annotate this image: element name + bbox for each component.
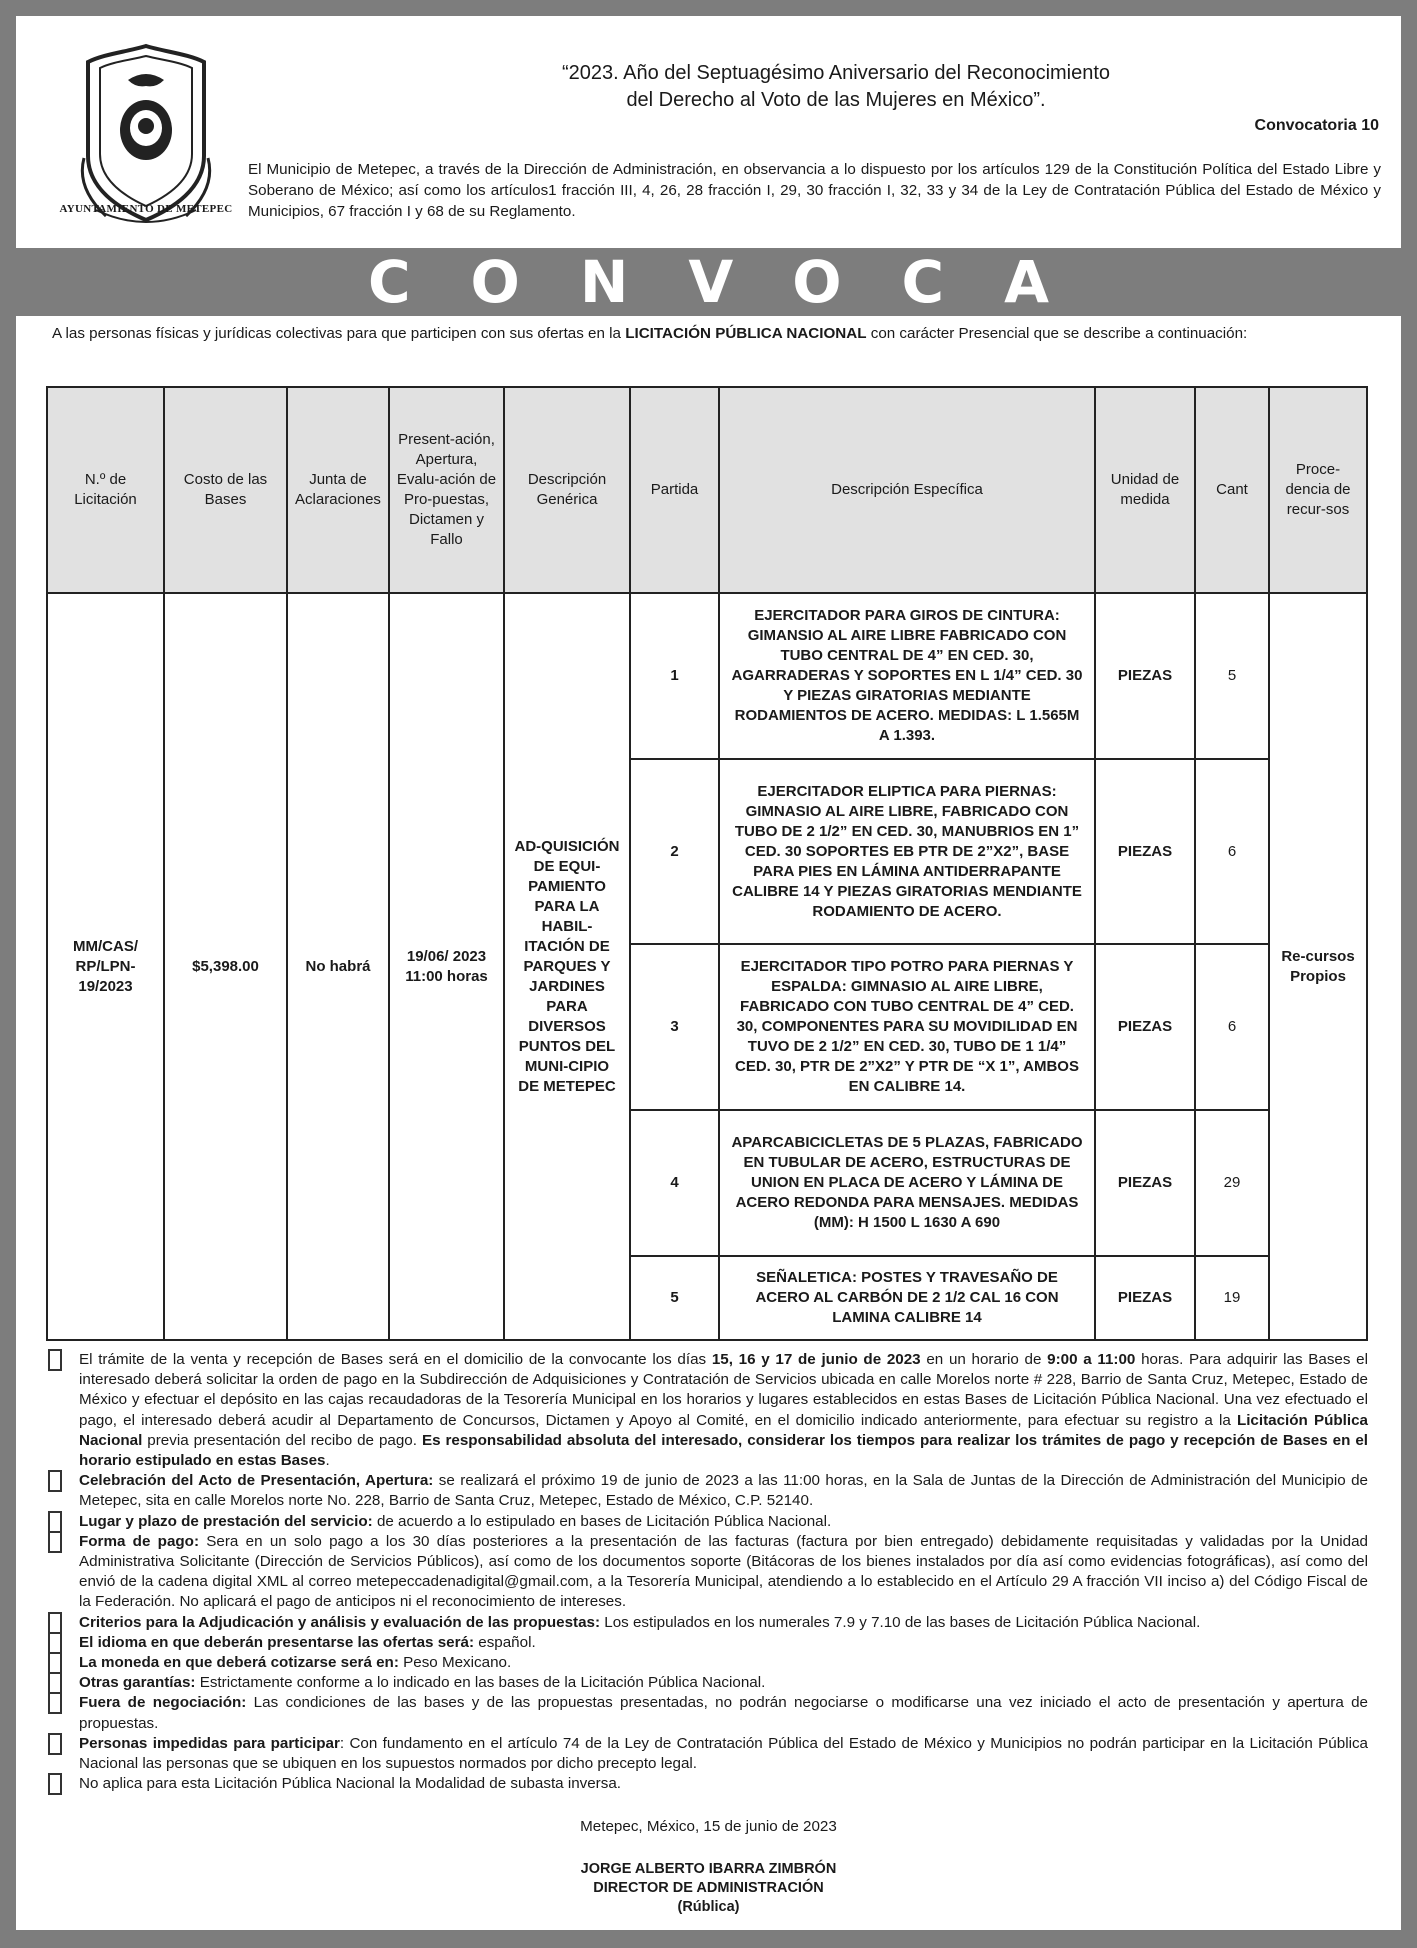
note-item <box>46 1693 1368 1733</box>
cell-procedencia: Re-cursos Propios <box>1269 593 1367 1340</box>
notes-list <box>46 1350 1368 1794</box>
note-text: La moneda en que deberá cotizarse será en: <box>79 1654 399 1672</box>
note-item <box>46 1774 1368 1794</box>
note-text: Licitación Pública Nacional <box>79 1411 1369 1449</box>
signer-position: DIRECTOR DE ADMINISTRACIÓN <box>593 1880 824 1896</box>
note-text: No aplica para esta Licitación Pública Nacional la Modalidad de subasta inversa. <box>79 1775 622 1793</box>
note-item <box>46 1532 1368 1613</box>
note-text: Celebración del Acto de Presentación, Apertura: <box>79 1472 434 1490</box>
cell-cant: 5 <box>1195 593 1269 759</box>
checkbox-icon <box>48 1652 62 1674</box>
cell-unidad: PIEZAS <box>1095 944 1195 1110</box>
lead-bold: LICITACIÓN PÚBLICA NACIONAL <box>625 325 867 342</box>
header-partida: Partida <box>630 387 719 593</box>
signature-note: (Rública) <box>677 1899 740 1915</box>
lead-paragraph <box>52 324 1382 344</box>
intro-paragraph: El Municipio de Metepec, a través de la Dirección de Administración, en observancia a lo dispuesto por los artículos 129 de la Constitución Política del Estado Libre y Soberano de México; así como los artículos1 fracción III, 4, 26, 28 fracción I, 29, 30 fracción I, 32, 33 y 34 de la Ley de Contratación Pública del Estado de México y Municipios, 67 fracción I y 68 de su Reglamento. <box>248 161 1381 220</box>
note-text: Los estipulados en los numerales 7.9 y 7.10 de las bases de Licitación Pública Nacional. <box>600 1613 1201 1631</box>
convocatoria-number: Convocatoria 10 <box>1254 117 1379 134</box>
note-text: español. <box>474 1633 536 1651</box>
checkbox-icon <box>48 1672 62 1694</box>
checkbox-icon <box>48 1632 62 1654</box>
header-presentacion: Present-ación, Apertura, Evalu-ación de Pro-puestas, Dictamen y Fallo <box>389 387 504 593</box>
cell-unidad: PIEZAS <box>1095 1256 1195 1340</box>
cell-descripcion: EJERCITADOR ELIPTICA PARA PIERNAS: GIMNASIO AL AIRE LIBRE, FABRICADO CON TUBO DE 2 1/2” EN CED. 30, MANUBRIOS EN 1” CED. 30 SOPORTES EB PTR DE 2”X2”, BASE PARA PIES EN LÁMINA ANTIDERRAPANTE CALIBRE 14 Y PIEZAS GIRATORIAS MENDIANTE RODAMIENTO DE ACERO. <box>719 759 1095 944</box>
note-text: : Con fundamento en el artículo 74 de la Ley de Contratación Pública del Estado de México y Municipios no podrán participar en la Licitación Pública Nacional las personas que se ubiquen en los supuestos normados por dicho precepto legal. <box>79 1734 1368 1773</box>
note-text: El idioma en que deberán presentarse las ofertas será: <box>79 1633 475 1651</box>
cell-unidad: PIEZAS <box>1095 1110 1195 1256</box>
note-text: horas. Para adquirir las Bases el interesado deberá solicitar la orden de pago en la Subdirección de Adquisiciones y Contratación de Servicios ubicada en calle Morelos norte # 228, Barrio de Santa Cruz, Metepec, Estado de México y efectuar el depósito en las cajas recaudadoras de la Tesorería Municipal en los horarios y lugares establecidos en estas Bases de Licitación Pública Nacional. Una vez efectuado el pago, el interesado deberá acudir al Departamento de Concursos, Dictamen y Apoyo al Comité, en el domicilio indicado anteriormente, para efectuar su registro a la <box>79 1351 1368 1429</box>
cell-partida: 3 <box>630 944 719 1110</box>
note-text: 15, 16 y 17 de junio de 2023 <box>711 1351 921 1368</box>
signature-block <box>16 1860 1401 1917</box>
checkbox-icon <box>48 1773 62 1795</box>
cell-descripcion: APARCABICICLETAS DE 5 PLAZAS, FABRICADO EN TUBULAR DE ACERO, ESTRUCTURAS DE UNION EN PLACA DE ACERO Y LÁMINA DE ACERO REDONDA PARA MENSAJES. MEDIDAS (MM): H 1500 L 1630 A 690 <box>719 1110 1095 1256</box>
header-cant: Cant <box>1195 387 1269 593</box>
checkbox-icon <box>48 1349 62 1371</box>
cell-partida: 1 <box>630 593 719 759</box>
header-num-licitacion: N.º de Licitación <box>47 387 164 593</box>
note-text: Criterios para la Adjudicación y análisis y evaluación de las propuestas: <box>79 1613 601 1631</box>
header-panel <box>16 16 1401 248</box>
cell-descripcion-generica: AD-QUISICIÓN DE EQUI-PAMIENTO PARA LA HABIL-ITACIÓN DE PARQUES Y JARDINES PARA DIVERSOS PUNTOS DEL MUNI-CIPIO DE METEPEC <box>504 593 630 1340</box>
note-text: 9:00 a 11:00 <box>1047 1351 1136 1368</box>
note-text: Estrictamente conforme a lo indicado en las bases de la Licitación Pública Nacional. <box>195 1674 766 1692</box>
note-text: Peso Mexicano. <box>398 1654 512 1672</box>
lead-text-1: A las personas físicas y jurídicas colectivas para que participen con sus ofertas en la <box>52 325 626 342</box>
signer-name: JORGE ALBERTO IBARRA ZIMBRÓN <box>580 1861 837 1877</box>
header-descripcion-especifica: Descripción Específica <box>719 387 1095 593</box>
page-title: CONVOCA <box>367 248 1110 316</box>
place-date: Metepec, México, 15 de junio de 2023 <box>580 1818 837 1835</box>
checkbox-icon <box>48 1470 62 1492</box>
note-text: El trámite de la venta y recepción de Bases será en el domicilio de la convocante los días <box>79 1351 712 1368</box>
cell-cant: 29 <box>1195 1110 1269 1256</box>
note-text: previa presentación del recibo de pago. <box>142 1431 422 1449</box>
note-item <box>46 1633 1368 1653</box>
checkbox-icon <box>48 1511 62 1533</box>
note-item <box>46 1613 1368 1633</box>
note-item <box>46 1673 1368 1693</box>
cell-partida: 2 <box>630 759 719 944</box>
lead-text-2: con carácter Presencial que se describe a continuación: <box>866 325 1248 342</box>
cell-cant: 6 <box>1195 759 1269 944</box>
note-text: Fuera de negociación: <box>79 1694 247 1712</box>
cell-descripcion: EJERCITADOR PARA GIROS DE CINTURA: GIMANSIO AL AIRE LIBRE FABRICADO CON TUBO CENTRAL DE 4” EN CED. 30, AGARRADERAS Y SOPORTES EN L 1/4” CED. 30 Y PIEZAS GIRATORIAS MEDIANTE RODAMIENTOS DE ACERO. MEDIDAS: L 1.565M A 1.393. <box>719 593 1095 759</box>
checkbox-icon <box>48 1733 62 1755</box>
note-item <box>46 1512 1368 1532</box>
cell-fecha: 19/06/ 2023 11:00 horas <box>389 593 504 1340</box>
table-header-row <box>47 387 1367 593</box>
table-row <box>47 593 1367 759</box>
note-text: . <box>325 1452 330 1470</box>
cell-unidad: PIEZAS <box>1095 759 1195 944</box>
slogan-line-2: del Derecho al Voto de las Mujeres en México”. <box>626 89 1046 111</box>
cell-cant: 19 <box>1195 1256 1269 1340</box>
checkbox-icon <box>48 1612 62 1634</box>
note-text: Forma de pago: <box>79 1532 200 1550</box>
tender-table <box>46 386 1368 1341</box>
slogan-line-1: “2023. Año del Septuagésimo Aniversario del Reconocimiento <box>561 62 1111 84</box>
cell-descripcion: EJERCITADOR TIPO POTRO PARA PIERNAS Y ESPALDA: GIMNASIO AL AIRE LIBRE, FABRICADO CON TUBO CENTRAL DE 4” CED. 30, COMPONENTES PARA SU MOVIDILIDAD EN TUVO DE 2 1/2” EN CED. 30, TUBO DE 1 1/4” CED. 30, PTR DE 2”X2” Y PTR DE “X 1”, AMBOS EN CALIBRE 14. <box>719 944 1095 1110</box>
logo-caption: AYUNTAMIENTO DE METEPEC <box>59 203 233 215</box>
slogan <box>446 60 1226 114</box>
cell-junta: No habrá <box>287 593 389 1340</box>
note-item <box>46 1350 1368 1471</box>
note-text: Otras garantías: <box>79 1674 196 1692</box>
note-text: se realizará el próximo 19 de junio de 2023 a las 11:00 horas, en la Sala de Juntas de la Dirección de Administración del Municipio de Metepec, sita en calle Morelos norte No. 228, Barrio de Santa Cruz, Metepec, Estado de México, C.P. 52140. <box>79 1472 1368 1510</box>
cell-costo: $5,398.00 <box>164 593 287 1340</box>
cell-descripcion: SEÑALETICA: POSTES Y TRAVESAÑO DE ACERO AL CARBÓN DE 2 1/2 CAL 16 CON LAMINA CALIBRE 14 <box>719 1256 1095 1340</box>
checkbox-icon <box>48 1692 62 1714</box>
cell-unidad: PIEZAS <box>1095 593 1195 759</box>
header-junta: Junta de Aclaraciones <box>287 387 389 593</box>
note-text: de acuerdo a lo estipulado en bases de Licitación Pública Nacional. <box>372 1512 832 1530</box>
main-panel <box>16 316 1401 1930</box>
cell-partida: 5 <box>630 1256 719 1340</box>
cell-partida: 4 <box>630 1110 719 1256</box>
note-text: Lugar y plazo de prestación del servicio: <box>79 1512 373 1530</box>
note-text: Personas impedidas para participar <box>79 1734 340 1752</box>
cell-cant: 6 <box>1195 944 1269 1110</box>
note-item <box>46 1734 1368 1774</box>
note-text: en un horario de <box>920 1351 1048 1368</box>
header-descripcion-generica: Descripción Genérica <box>504 387 630 593</box>
note-text: Es responsabilidad absoluta del interesado, considerar los tiempos para realizar los trámites de pago y recepción de Bases en el horario estipulado en estas Bases <box>79 1431 1368 1470</box>
note-item <box>46 1471 1368 1511</box>
note-text: Sera en un solo pago a los 30 días posteriores a la presentación de las facturas (factura por bien entregado) debidamente requisitadas y validadas por la Unidad Administrativa Solicitante (Dirección de Servicios Públicos), así como de los documentos soporte (Bitácoras de los bienes instalados por día así como evidencias fotográficas), así como del envió de la cadena digital XML al correo metepeccadenadigital@gmail.com, a la Tesorería Municipal, atendiendo a lo establecido en el Artículo 29 A fracción VII inciso a) del Código Fiscal de la Federación. No aplicará el pago de anticipos ni el reconocimiento de intereses. <box>79 1532 1368 1611</box>
note-text: Las condiciones de las bases y de las propuestas presentadas, no podrán negociarse o modificarse una vez iniciado el acto de presentación y apertura de propuestas. <box>79 1694 1368 1732</box>
header-procedencia: Proce-dencia de recur-sos <box>1269 387 1367 593</box>
checkbox-icon <box>48 1531 62 1553</box>
note-item <box>46 1653 1368 1673</box>
header-unidad: Unidad de medida <box>1095 387 1195 593</box>
cell-num-licitacion: MM/CAS/ RP/LPN-19/2023 <box>47 593 164 1340</box>
header-costo-bases: Costo de las Bases <box>164 387 287 593</box>
